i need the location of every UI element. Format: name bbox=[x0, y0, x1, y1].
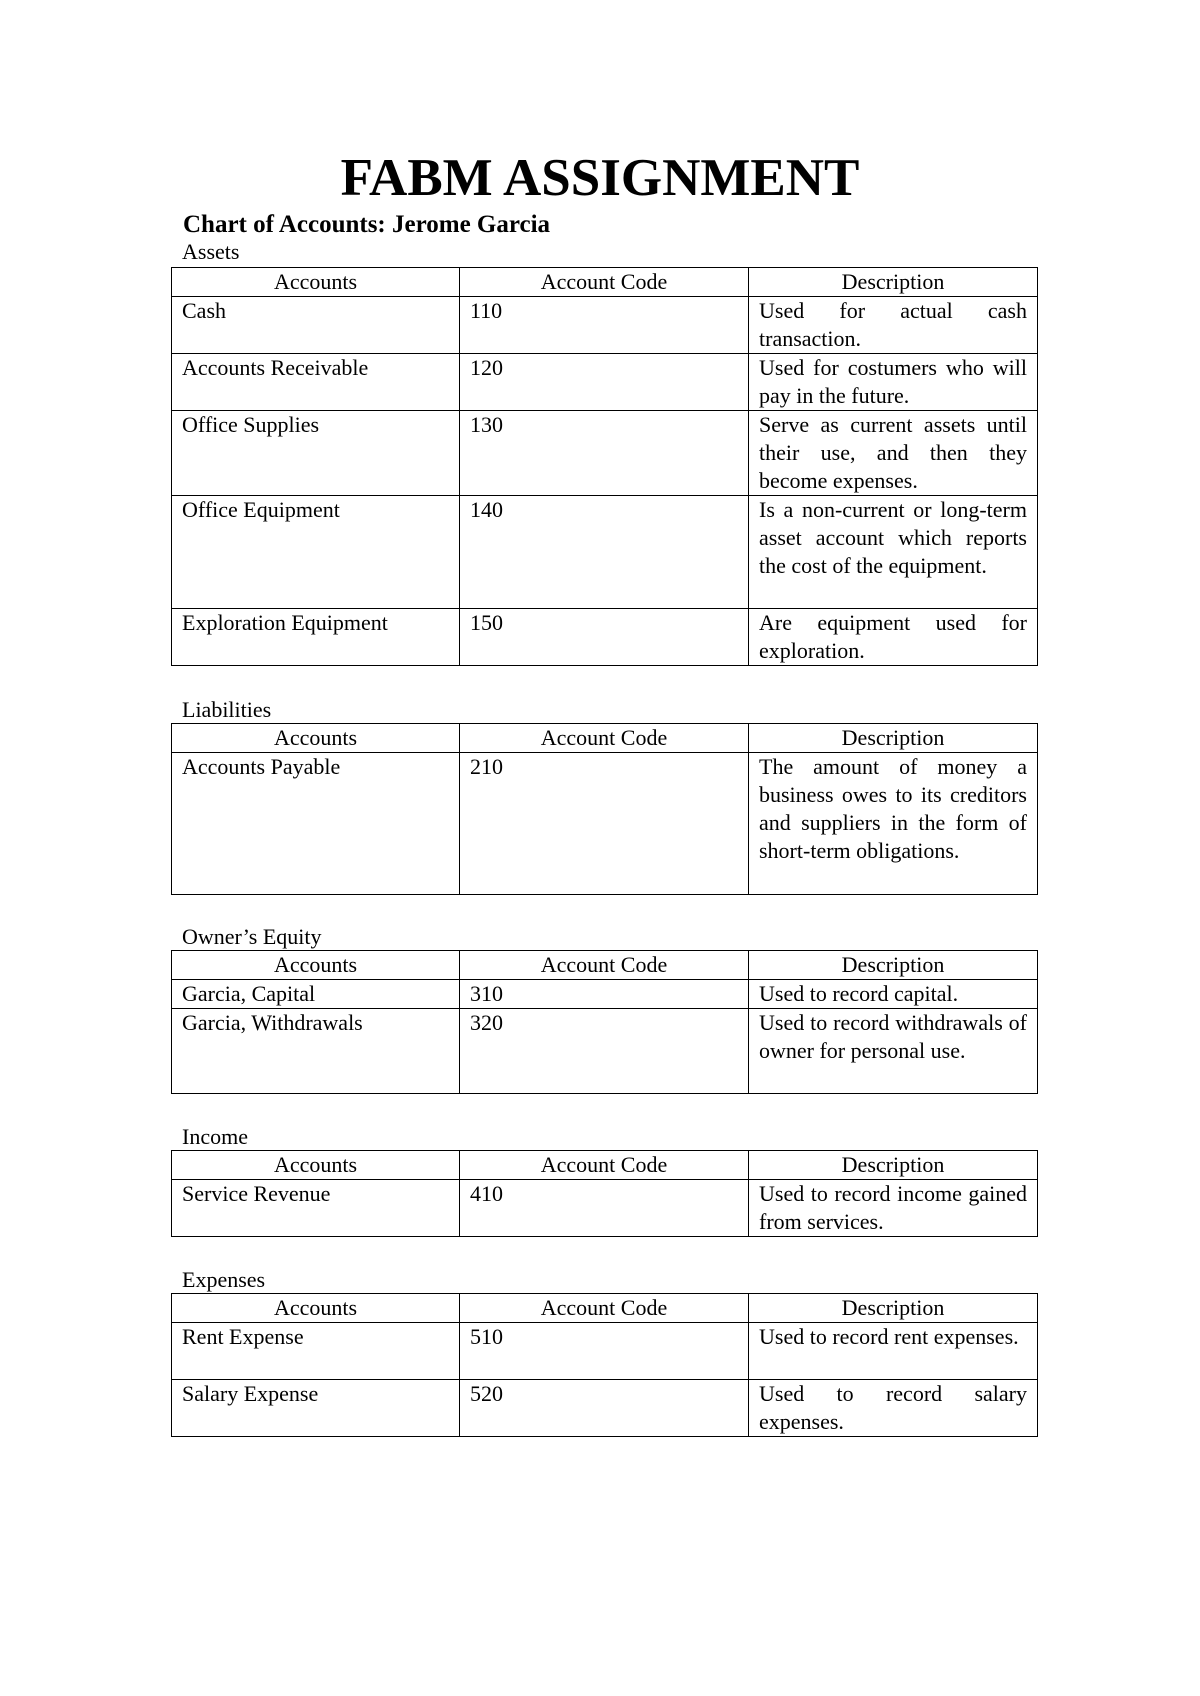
liabilities-table bbox=[171, 723, 1038, 895]
account-code: 320 bbox=[460, 1009, 749, 1094]
table-row bbox=[172, 1009, 1038, 1094]
column-header-account-code: Account Code bbox=[460, 724, 749, 753]
account-description: Used to record salary expenses. bbox=[749, 1380, 1038, 1437]
table-row bbox=[172, 753, 1038, 895]
account-description: Used to record capital. bbox=[749, 980, 1038, 1009]
section-label-liabilities: Liabilities bbox=[182, 697, 272, 722]
column-header-account-code: Account Code bbox=[460, 951, 749, 980]
page-title: FABM ASSIGNMENT bbox=[340, 149, 860, 207]
account-description: Used for actual cash transaction. bbox=[749, 297, 1038, 354]
account-code: 410 bbox=[460, 1180, 749, 1237]
column-header-accounts: Accounts bbox=[172, 1294, 460, 1323]
account-name: Cash bbox=[172, 297, 460, 354]
account-name: Garcia, Capital bbox=[172, 980, 460, 1009]
section-label-income: Income bbox=[182, 1124, 248, 1149]
column-header-description: Description bbox=[749, 268, 1038, 297]
account-code: 130 bbox=[460, 411, 749, 496]
account-description: The amount of money a business owes to its creditors and suppliers in the form of short-term obligations. bbox=[749, 753, 1038, 895]
account-name: Accounts Receivable bbox=[172, 354, 460, 411]
account-description: Used for costumers who will pay in the future. bbox=[749, 354, 1038, 411]
table-row bbox=[172, 297, 1038, 354]
column-header-description: Description bbox=[749, 1151, 1038, 1180]
account-code: 120 bbox=[460, 354, 749, 411]
table-header-row bbox=[172, 1151, 1038, 1180]
account-description: Used to record income gained from services. bbox=[749, 1180, 1038, 1237]
account-name: Accounts Payable bbox=[172, 753, 460, 895]
column-header-description: Description bbox=[749, 724, 1038, 753]
income-table bbox=[171, 1150, 1038, 1237]
table-row bbox=[172, 496, 1038, 609]
table-row bbox=[172, 1180, 1038, 1237]
account-name: Salary Expense bbox=[172, 1380, 460, 1437]
column-header-description: Description bbox=[749, 951, 1038, 980]
table-row bbox=[172, 411, 1038, 496]
account-code: 140 bbox=[460, 496, 749, 609]
account-name: Service Revenue bbox=[172, 1180, 460, 1237]
table-row bbox=[172, 354, 1038, 411]
expenses-table bbox=[171, 1293, 1038, 1437]
table-header-row bbox=[172, 724, 1038, 753]
table-row bbox=[172, 609, 1038, 666]
account-description: Are equipment used for exploration. bbox=[749, 609, 1038, 666]
account-description: Used to record rent expenses. bbox=[749, 1323, 1038, 1380]
column-header-accounts: Accounts bbox=[172, 1151, 460, 1180]
assets-table bbox=[171, 267, 1038, 666]
column-header-accounts: Accounts bbox=[172, 724, 460, 753]
table-row bbox=[172, 980, 1038, 1009]
section-label-expenses: Expenses bbox=[182, 1267, 266, 1292]
table-row bbox=[172, 1323, 1038, 1380]
owners-equity-table bbox=[171, 950, 1038, 1094]
column-header-account-code: Account Code bbox=[460, 1294, 749, 1323]
section-label-assets: Assets bbox=[182, 239, 240, 264]
table-header-row bbox=[172, 951, 1038, 980]
account-code: 110 bbox=[460, 297, 749, 354]
table-header-row bbox=[172, 1294, 1038, 1323]
account-code: 310 bbox=[460, 980, 749, 1009]
account-name: Garcia, Withdrawals bbox=[172, 1009, 460, 1094]
account-description: Is a non-current or long-term asset account which reports the cost of the equipment. bbox=[749, 496, 1038, 609]
section-label-owners-equity: Owner’s Equity bbox=[182, 924, 322, 949]
column-header-description: Description bbox=[749, 1294, 1038, 1323]
account-description: Serve as current assets until their use, and then they become expenses. bbox=[749, 411, 1038, 496]
column-header-accounts: Accounts bbox=[172, 951, 460, 980]
account-code: 520 bbox=[460, 1380, 749, 1437]
account-code: 510 bbox=[460, 1323, 749, 1380]
column-header-account-code: Account Code bbox=[460, 268, 749, 297]
account-description: Used to record withdrawals of owner for personal use. bbox=[749, 1009, 1038, 1094]
account-name: Exploration Equipment bbox=[172, 609, 460, 666]
account-name: Office Equipment bbox=[172, 496, 460, 609]
account-code: 150 bbox=[460, 609, 749, 666]
column-header-account-code: Account Code bbox=[460, 1151, 749, 1180]
account-name: Rent Expense bbox=[172, 1323, 460, 1380]
page-subtitle: Chart of Accounts: Jerome Garcia bbox=[183, 211, 551, 238]
table-header-row bbox=[172, 268, 1038, 297]
column-header-accounts: Accounts bbox=[172, 268, 460, 297]
table-row bbox=[172, 1380, 1038, 1437]
account-name: Office Supplies bbox=[172, 411, 460, 496]
account-code: 210 bbox=[460, 753, 749, 895]
